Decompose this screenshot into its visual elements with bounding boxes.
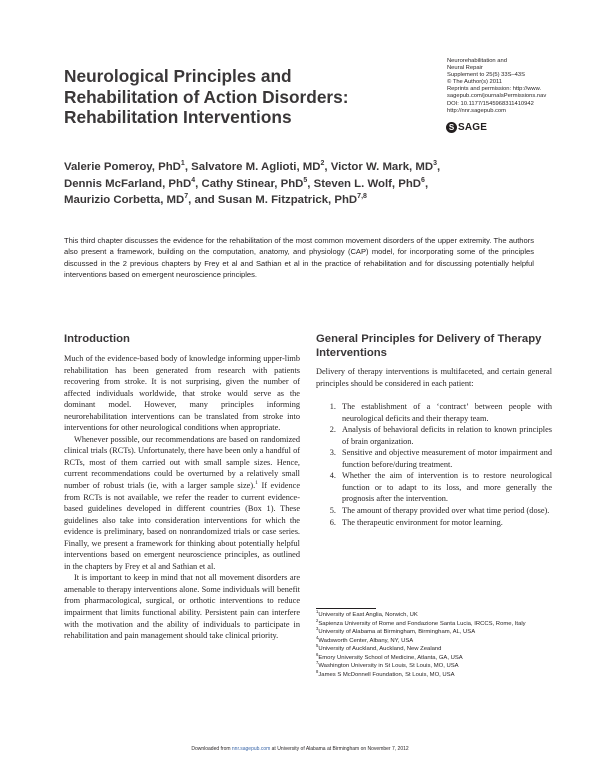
paragraph: Whenever possible, our recommendations are based on randomized clinical trials (RCTs). Unfortunately, there have been only a handful of RCTs, most of them carried out with small sample sizes. Hence, current recommendations could be overturned by a relatively small number of robust trials (ie, with a larger sample size).$^1$ If evidence from RCTs is not available, we refer the reader to current evidence-based guidelines developed in different countries (Box 1). These guidelines also take into consideration interventions for which the evidence is preliminary, based on nonrandomized trials or case series. Finally, we present a framework for thinking about potentially helpful interventions based on emergent neuroscience principles, as outlined in the chapters by Frey et al and Sathian et al.	[64, 434, 300, 571]
section-heading-introduction: Introduction	[64, 333, 130, 345]
affiliation: $^6$Emory University School of Medicine, Atlanta, GA, USA	[316, 651, 463, 661]
introduction-body	[64, 353, 300, 642]
affiliation: $^2$Sapienza University of Rome and Fondazione Santa Lucia, IRCCS, Rome, Italy	[316, 617, 526, 627]
section-heading-general-principles: General Principles for Delivery of Therapy Interventions	[316, 333, 542, 359]
general-principles-body	[316, 366, 552, 528]
sage-logo	[446, 122, 487, 133]
principles-list	[316, 401, 552, 528]
journal-line: © The Author(s) 2011	[447, 79, 502, 86]
journal-info	[447, 58, 597, 115]
sage-logo-text: SAGE	[458, 122, 488, 133]
paragraph: Much of the evidence-based body of knowledge informing upper-limb rehabilitation has been generated from research with patients recovering from stroke. It is not surprising, given the number of affected individuals worldwide, that stroke would serve as the dominant model. However, many principles informing neurorehabilitation interventions can be translated from stroke into interventions for other neurological conditions when appropriate.	[64, 354, 300, 433]
list-item: 4. Whether the aim of intervention is to restore neurological function or to adapt to its loss, and more generally the prognosis after the intervention.	[329, 471, 552, 504]
author: Victor W. Mark, $MD^3$	[330, 160, 437, 173]
affiliation: $^5$University of Auckland, Auckland, New Zealand	[316, 643, 442, 653]
author: Valerie Pomeroy, PhD$^1$	[64, 160, 185, 173]
affiliations	[316, 611, 546, 679]
author-list: Valerie Pomeroy, PhD$^1$, Salvatore M. Aglioti, $MD^2$, Victor W. Mark, $MD^3$, Dennis McFarland, PhD$^4$, Cathy Stinear, PhD$^5$, Steven L. Wolf, PhD$^6$, Maurizio Corbetta, $MD^7$, and Susan M. Fitzpatrick, PhD$^{7,8}$	[64, 160, 441, 206]
list-item: 5. The amount of therapy provided over what time period (dose).	[329, 506, 550, 516]
author: Steven L. Wolf, PhD$^6$	[313, 176, 425, 190]
affiliation: $^4$Wadsworth Center, Albany, NY, USA	[316, 634, 414, 644]
list-item: 1. The establishment of a ‘contract’ between people with neurological deficits and their therapy team.	[329, 402, 552, 423]
journal-line: DOI: 10.1177/1545968311410942	[447, 100, 534, 107]
affiliation: $^3$University of Alabama at Birmingham, Birmingham, AL, USA	[316, 626, 476, 636]
affiliation: $^7$Washington University in St Louis, St Louis, MO, USA	[316, 660, 459, 670]
article-title: Neurological Principles and Rehabilitation of Action Disorders: Rehabilitation Interventions	[64, 66, 349, 127]
affiliation: $^8$James S McDonnell Foundation, St Louis, MO, USA	[316, 668, 455, 678]
journal-line: Neural Repair	[447, 65, 483, 72]
footer-link[interactable]: nnr.sagepub.com	[231, 746, 271, 752]
author: Cathy Stinear, PhD$^5$	[201, 176, 308, 190]
list-item: 2. Analysis of behavioral deficits in relation to known principles of brain organization.	[329, 425, 552, 446]
affiliations-divider	[316, 608, 376, 609]
citation-ref[interactable]: 1	[255, 480, 258, 487]
journal-line[interactable]: Reprints and permission: http://www.	[447, 86, 542, 93]
author: Salvatore M. Aglioti, $MD^2$	[191, 160, 325, 173]
journal-line[interactable]: http://nnr.sagepub.com	[447, 107, 506, 114]
author: Maurizio Corbetta, $MD^7$	[64, 193, 189, 206]
affiliation: $^1$University of East Anglia, Norwich, UK	[316, 609, 418, 618]
journal-line: Neurorehabilitation and	[447, 58, 507, 64]
journal-line: Supplement to 25(5) 33S–43S	[447, 72, 525, 79]
author: Susan M. Fitzpatrick, PhD$^{7,8}$	[217, 193, 367, 206]
list-item: 6. The therapeutic environment for motor learning.	[329, 517, 503, 527]
abstract: This third chapter discusses the evidence for the rehabilitation of the most common movement disorders of the upper extremity. The authors also present a framework, building on the computation, anatomy, and physiology (CAP) model, for incorporating some of the principles discussed in the 2 previous chapters by Frey et al and Sathian et al in the practice of rehabilitation and for discussing potentially helpful interventions based on emergent neuroscience principles.	[64, 236, 534, 280]
sage-logo-mark: S	[446, 122, 457, 133]
download-footer: Downloaded from nnr.sagepub.com at University of Alabama at Birmingham on November 7, 2012	[191, 746, 409, 752]
journal-line[interactable]: sagepub.com/journalsPermissions.nav	[447, 93, 547, 100]
author: Dennis McFarland, PhD$^4$	[64, 176, 196, 190]
paragraph: It is important to keep in mind that not all movement disorders are amenable to therapy interventions alone. Some individuals will benefit from pharmacological, surgical, or orthotic interventions to reduce impairment that limits functional ability. Persistent pain can interfere with the motivation and the ability of individuals to participate in rehabilitation and pain management should take clinical priority.	[64, 573, 300, 641]
list-item: 3. Sensitive and objective measurement of motor impairment and function before/during treatment.	[329, 448, 552, 469]
paragraph: Delivery of therapy interventions is multifaceted, and certain general principles should be considered in each patient:	[316, 367, 552, 388]
